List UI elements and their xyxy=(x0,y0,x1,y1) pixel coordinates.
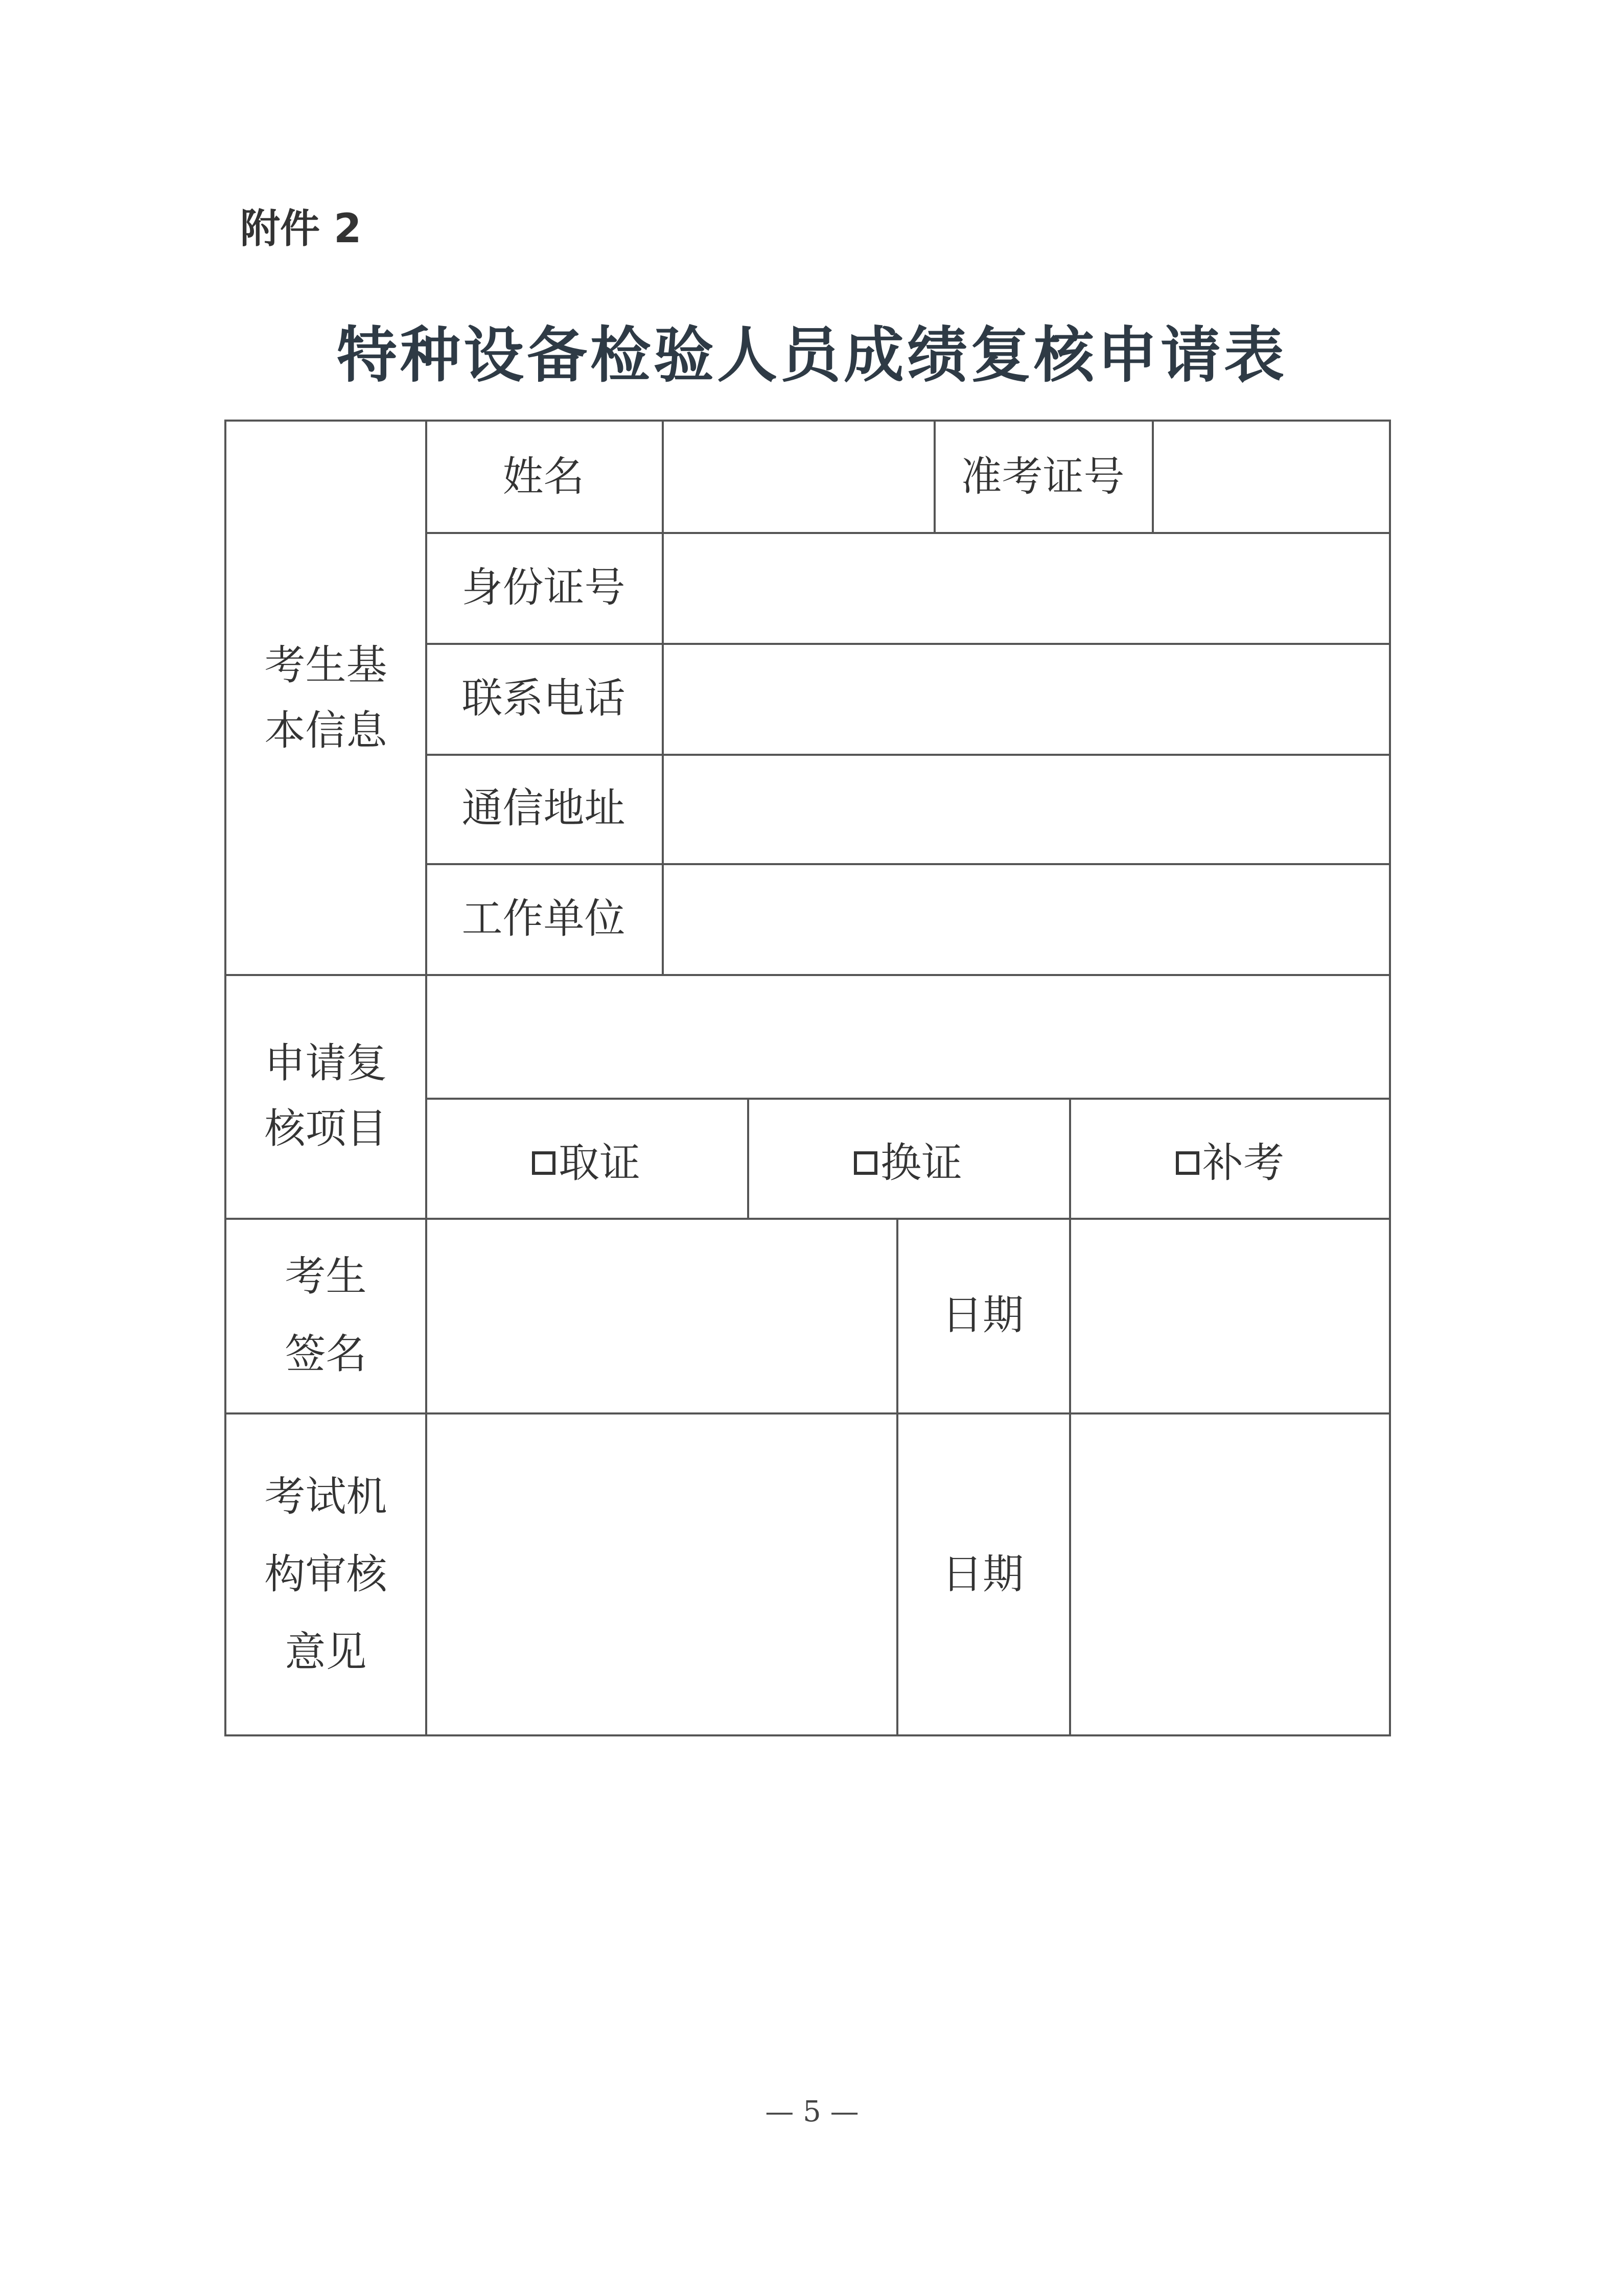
checkbox-icon[interactable] xyxy=(1176,1151,1199,1175)
id-number-label: 身份证号 xyxy=(461,563,625,611)
label-line: 核项目 xyxy=(264,1104,387,1152)
option-renewal[interactable] xyxy=(747,1098,1069,1218)
option-qualification[interactable] xyxy=(425,1098,747,1218)
option-makeup-exam[interactable] xyxy=(1069,1098,1391,1218)
option-label: 换证 xyxy=(880,1139,962,1187)
address-field[interactable] xyxy=(662,754,1391,863)
label-line: 签名 xyxy=(285,1330,367,1378)
attachment-label: 附件 2 xyxy=(240,206,362,252)
name-label: 姓名 xyxy=(502,453,585,500)
section-label-signature xyxy=(226,1218,425,1412)
checkbox-icon[interactable] xyxy=(854,1151,877,1175)
form-title: 特种设备检验人员成绩复核申请表 xyxy=(336,320,1287,390)
name-field[interactable] xyxy=(662,422,934,532)
label-line: 申请复 xyxy=(264,1039,387,1087)
employer-label: 工作单位 xyxy=(461,894,625,942)
label-line: 构审核 xyxy=(264,1550,387,1598)
signature-date-label: 日期 xyxy=(942,1291,1024,1339)
section-label-review-items xyxy=(226,974,425,1218)
checkbox-icon[interactable] xyxy=(532,1151,555,1175)
phone-field[interactable] xyxy=(662,643,1391,754)
exam-number-label: 准考证号 xyxy=(961,453,1125,500)
signature-field[interactable] xyxy=(425,1218,896,1412)
opinion-date-label: 日期 xyxy=(942,1550,1024,1598)
id-number-field[interactable] xyxy=(662,532,1391,643)
label-line: 考生 xyxy=(285,1252,367,1300)
exam-number-field[interactable] xyxy=(1152,422,1391,532)
opinion-date-field[interactable] xyxy=(1069,1412,1391,1736)
review-items-field[interactable] xyxy=(425,974,1391,1098)
phone-label: 联系电话 xyxy=(461,674,625,722)
application-form-table xyxy=(224,420,1391,1736)
address-label: 通信地址 xyxy=(461,784,625,832)
option-label: 取证 xyxy=(559,1139,640,1187)
opinion-field[interactable] xyxy=(425,1412,896,1736)
employer-field[interactable] xyxy=(662,863,1391,974)
signature-date-field[interactable] xyxy=(1069,1218,1391,1412)
section-label-institution-opinion xyxy=(226,1412,425,1736)
section-label-basic-info xyxy=(226,422,425,974)
label-line: 意见 xyxy=(285,1628,367,1676)
label-line: 本信息 xyxy=(264,706,387,754)
label-line: 考试机 xyxy=(264,1473,387,1520)
page-number: — 5 — xyxy=(765,2095,859,2128)
label-line: 考生基 xyxy=(264,641,387,689)
option-label: 补考 xyxy=(1202,1139,1284,1187)
